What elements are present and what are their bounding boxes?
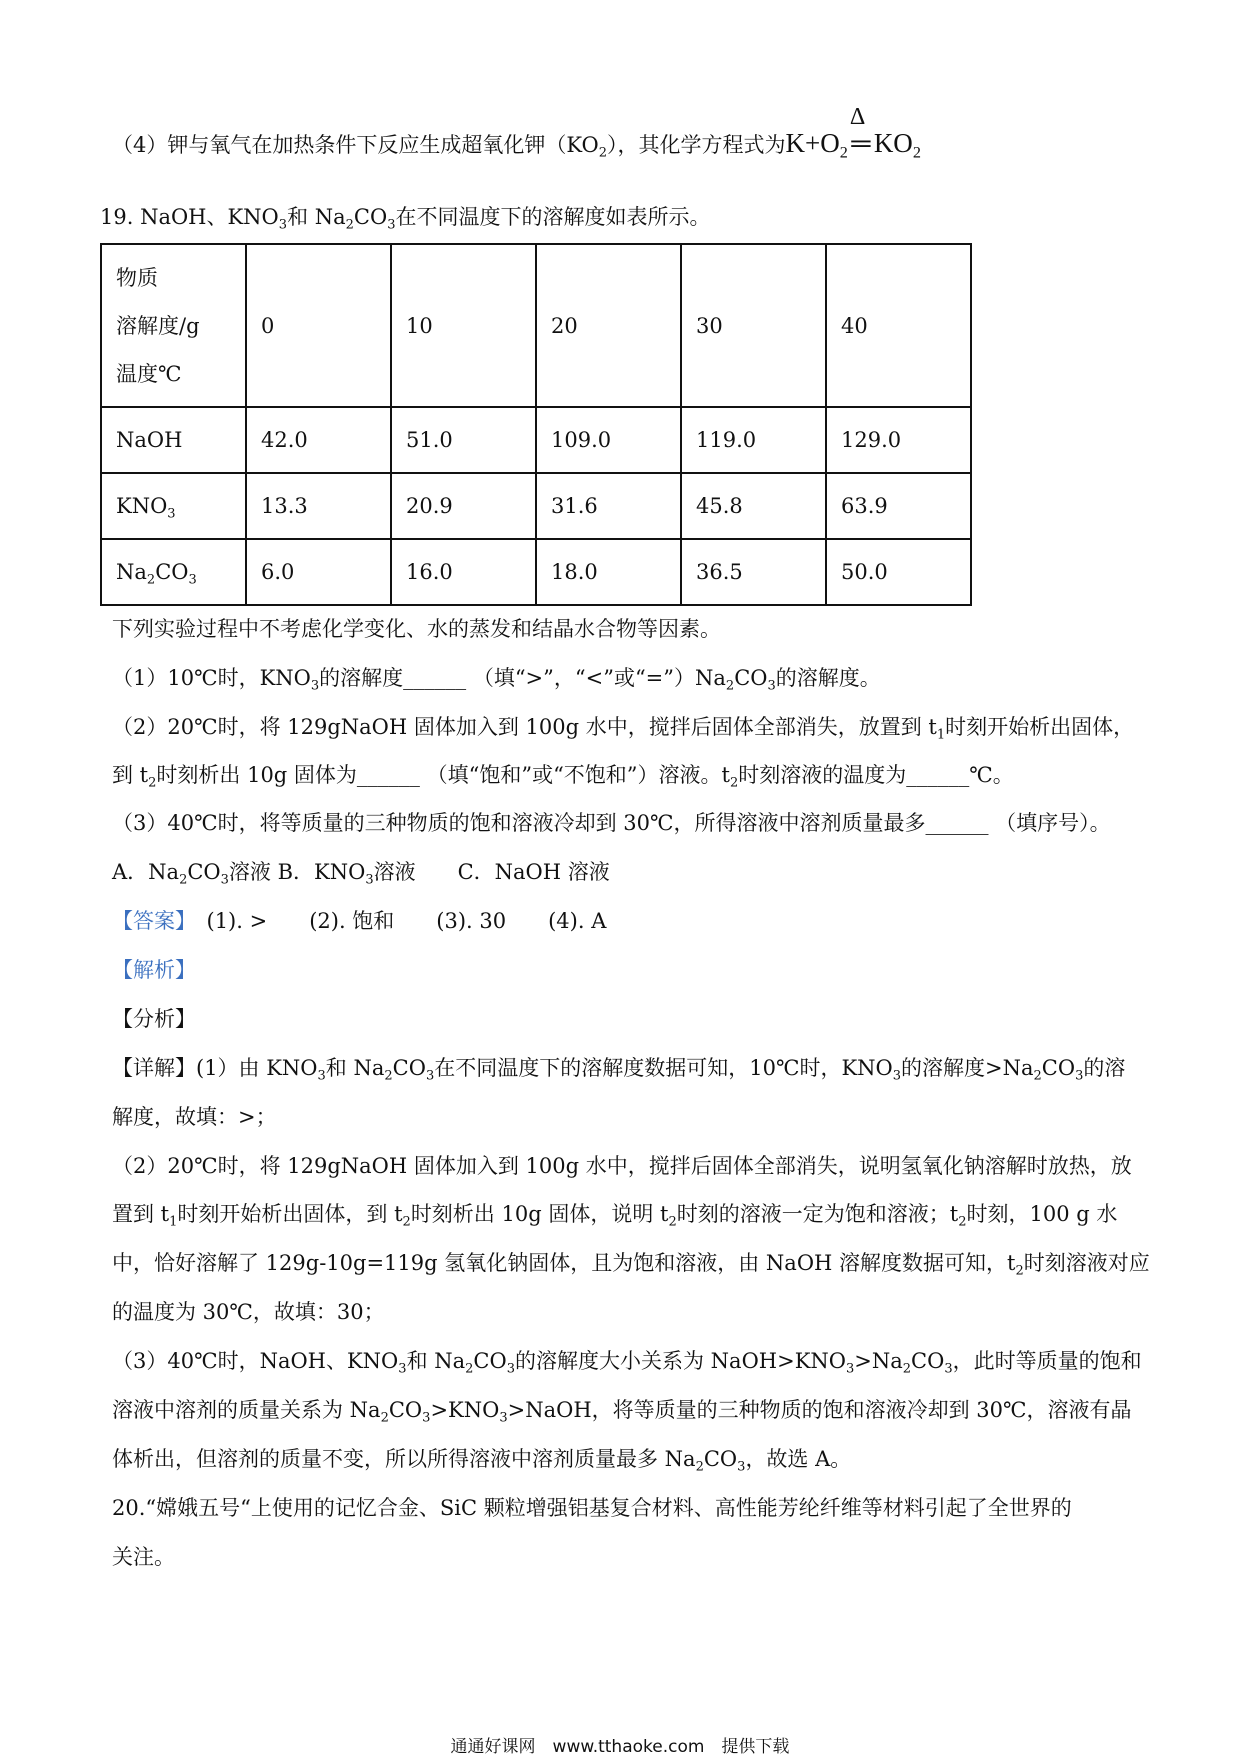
- q19-stem-text: CO: [353, 205, 388, 229]
- table-cell: 20.9: [391, 473, 536, 539]
- text: 和 Na: [325, 1056, 385, 1080]
- eq-right: KO: [873, 128, 913, 158]
- subscript: 2: [839, 143, 848, 162]
- text: CO: [388, 1398, 423, 1422]
- table-row: [101, 473, 971, 539]
- text: >Na: [854, 1349, 903, 1373]
- subscript: 3: [499, 1410, 508, 1426]
- analysis-label: [112, 955, 196, 985]
- text: CO: [703, 1447, 738, 1471]
- subscript: 3: [944, 1361, 953, 1377]
- text: （3）40℃时，NaOH、KNO: [112, 1349, 399, 1373]
- header-substance: 物质: [116, 265, 158, 290]
- subscript: 3: [892, 1068, 902, 1084]
- subscript: 2: [345, 217, 354, 233]
- q19-stem: [100, 202, 711, 232]
- table-cell: 36.5: [681, 539, 826, 605]
- subscript: 3: [167, 506, 176, 522]
- text: 溶液中溶剂的质量关系为 Na: [112, 1398, 381, 1422]
- text: 的溶: [1083, 1056, 1126, 1080]
- subscript: 3: [767, 678, 776, 694]
- heat-symbol: Δ: [849, 104, 866, 130]
- q18-part4-text2: ），其化学方程式为: [606, 133, 786, 157]
- table-header-row: [101, 244, 971, 407]
- row-label-main: Na: [116, 560, 147, 584]
- subscript: 3: [506, 1361, 515, 1377]
- answer-text: (1). > (2). 饱和 (3). 30 (4). A: [185, 909, 607, 933]
- text: CO: [473, 1349, 507, 1373]
- subscript: 3: [220, 872, 229, 888]
- text: 在不同温度下的溶解度数据可知，10℃时，KNO: [434, 1056, 893, 1080]
- q19-options: [112, 857, 610, 887]
- subscript: 3: [278, 217, 288, 233]
- q19-part1: [112, 663, 881, 693]
- text: CO: [911, 1349, 945, 1373]
- text: 和 Na: [406, 1349, 466, 1373]
- detail3-line1: [112, 1346, 1142, 1376]
- fenxi-label: [112, 1004, 196, 1034]
- temp-cell: 0: [246, 244, 391, 407]
- text: CO: [392, 1056, 426, 1080]
- analysis-label-text: 【解析】: [112, 958, 196, 982]
- text: (1）由 KNO: [196, 1056, 318, 1080]
- text: （1）10℃时，KNO: [112, 666, 311, 690]
- subscript: 2: [1033, 1068, 1042, 1084]
- subscript: 2: [179, 872, 188, 888]
- page-footer: 通通好课网 www.tthaoke.com 提供下载: [450, 1737, 790, 1757]
- row-label-tail: CO: [155, 560, 189, 584]
- q19-part2-line2: [112, 760, 1014, 790]
- header-temperature: 温度℃: [116, 361, 182, 386]
- chemical-equation: [785, 104, 921, 162]
- q19-note: 下列实验过程中不考虑化学变化、水的蒸发和结晶水合物等因素。: [112, 617, 721, 641]
- solubility-table: [100, 243, 972, 606]
- detail3-line2: [112, 1395, 1132, 1425]
- text: 时刻溶液对应: [1023, 1251, 1150, 1275]
- row-label: [101, 539, 246, 605]
- table-cell: 63.9: [826, 473, 971, 539]
- q19-part3: （3）40℃时，将等质量的三种物质的饱和溶液冷却到 30℃，所得溶液中溶剂质量最多______ （填序号）。: [112, 811, 1111, 835]
- text: 的溶解度大小关系为 NaOH>KNO: [515, 1349, 846, 1373]
- q18-part4-text: （4）钾与氧气在加热条件下反应生成超氧化钾（KO: [112, 133, 599, 157]
- text: 时刻的溶液一定为饱和溶液；t: [676, 1202, 959, 1226]
- detail2-line1: （2）20℃时，将 129gNaOH 固体加入到 100g 水中，搅拌后固体全部消失，说明氢氧化钠溶解时放热，放: [112, 1154, 1132, 1178]
- text: CO: [187, 860, 221, 884]
- subscript: 2: [958, 1214, 967, 1230]
- text: 的溶解度>Na: [901, 1056, 1034, 1080]
- q19-stem-text: 19. NaOH、KNO: [100, 205, 279, 229]
- text: 时刻开始析出固体，: [945, 715, 1135, 739]
- table-cell: 6.0: [246, 539, 391, 605]
- subscript: 2: [148, 775, 157, 791]
- temp-cell: 10: [391, 244, 536, 407]
- text: 到 t: [112, 763, 149, 787]
- subscript: 2: [902, 1361, 912, 1377]
- table-cell: 109.0: [536, 407, 681, 473]
- equals-sign: ═: [851, 128, 871, 158]
- subscript: 1: [936, 727, 946, 743]
- table-cell: 45.8: [681, 473, 826, 539]
- subscript: 2: [384, 1068, 393, 1084]
- answer-line: [112, 906, 606, 936]
- detail2-line3: [112, 1248, 1150, 1278]
- text: 中，恰好溶解了 129g-10g=119g 氢氧化钠固体，且为饱和溶液，由 NaOH 溶解度数据可知，t: [112, 1251, 1016, 1275]
- table-cell: 119.0: [681, 407, 826, 473]
- text: 置到 t: [112, 1202, 170, 1226]
- text: CO: [734, 666, 768, 690]
- row-label: NaOH: [101, 407, 246, 473]
- q20-line1: 20.“嫦娥五号“上使用的记忆合金、SiC 颗粒增强铝基复合材料、高性能芳纶纤维等材料引起了全世界的: [112, 1496, 1072, 1520]
- text: >KNO: [430, 1398, 500, 1422]
- eq-condition: [848, 104, 874, 158]
- detail3-line3: [112, 1444, 851, 1474]
- text: 的溶解度。: [775, 666, 881, 690]
- subscript: 3: [365, 872, 374, 888]
- q19-stem-text: 在不同温度下的溶解度如表所示。: [395, 205, 711, 229]
- subscript: 2: [695, 1459, 704, 1475]
- subscript: 2: [146, 572, 156, 588]
- subscript: 2: [598, 145, 607, 161]
- subscript: 3: [387, 217, 396, 233]
- fenxi-label-text: 【分析】: [112, 1007, 196, 1031]
- subscript: 3: [188, 572, 197, 588]
- eq-left: K+O: [785, 128, 840, 158]
- text: A．Na: [112, 860, 180, 884]
- table-cell: 16.0: [391, 539, 536, 605]
- subscript: 3: [422, 1410, 431, 1426]
- subscript: 2: [402, 1214, 411, 1230]
- text: ，此时等质量的饱和: [952, 1349, 1142, 1373]
- table-cell: 42.0: [246, 407, 391, 473]
- text: 时刻，100 g 水: [966, 1202, 1118, 1226]
- q19-part2-line1: [112, 712, 1134, 742]
- q19-stem-text: 和 Na: [287, 205, 346, 229]
- table-cell: 13.3: [246, 473, 391, 539]
- subscript: 3: [398, 1361, 407, 1377]
- text: 时刻析出 10g 固体为______ （填“饱和”或“不饱和”）溶液。t: [156, 763, 730, 787]
- table-cell: 129.0: [826, 407, 971, 473]
- detail2-line2: [112, 1199, 1117, 1229]
- text: 时刻析出 10g 固体，说明 t: [410, 1202, 669, 1226]
- header-solubility: 溶解度/g: [116, 313, 200, 338]
- subscript: 2: [380, 1410, 389, 1426]
- subscript: 2: [465, 1361, 474, 1377]
- text: （2）20℃时，将 129gNaOH 固体加入到 100g 水中，搅拌后固体全部消失，放置到 t: [112, 715, 937, 739]
- q18-part4-line: [112, 104, 921, 162]
- text: 的溶解度______ （填“>”，“<”或“=”）Na: [319, 666, 726, 690]
- detail-label: 【详解】: [112, 1056, 196, 1080]
- detail2-line4: 的温度为 30℃，故填：30；: [112, 1300, 385, 1324]
- subscript: 2: [725, 678, 735, 694]
- text: ，故选 A。: [745, 1447, 852, 1471]
- subscript: 3: [1075, 1068, 1084, 1084]
- text: 时刻开始析出固体，到 t: [177, 1202, 403, 1226]
- subscript: 3: [317, 1068, 326, 1084]
- subscript: 2: [912, 143, 921, 162]
- subscript: 3: [425, 1068, 435, 1084]
- table-row: [101, 539, 971, 605]
- row-label: [101, 473, 246, 539]
- text: 体析出，但溶剂的质量不变，所以所得溶液中溶剂质量最多 Na: [112, 1447, 696, 1471]
- table-cell: 31.6: [536, 473, 681, 539]
- detail-line1: [112, 1053, 1125, 1083]
- subscript: 2: [1015, 1263, 1024, 1279]
- text: 时刻溶液的温度为______℃。: [738, 763, 1014, 787]
- table-cell: 18.0: [536, 539, 681, 605]
- subscript: 3: [310, 678, 320, 694]
- detail-line2: 解度，故填：>；: [112, 1105, 277, 1129]
- temp-cell: 30: [681, 244, 826, 407]
- text: 溶液 C．NaOH 溶液: [373, 860, 610, 884]
- subscript: 3: [845, 1361, 855, 1377]
- table-cell: 51.0: [391, 407, 536, 473]
- subscript: 1: [169, 1214, 178, 1230]
- subscript: 2: [729, 775, 739, 791]
- q20-line2: 关注。: [112, 1545, 175, 1569]
- header-corner-cell: [101, 244, 246, 407]
- subscript: 2: [668, 1214, 677, 1230]
- table-cell: 50.0: [826, 539, 971, 605]
- row-label-main: KNO: [116, 494, 168, 518]
- text: 溶液 B．KNO: [228, 860, 366, 884]
- subscript: 3: [737, 1459, 746, 1475]
- answer-label: 【答案】: [112, 909, 186, 933]
- temp-cell: 40: [826, 244, 971, 407]
- text: CO: [1041, 1056, 1076, 1080]
- table-row: [101, 407, 971, 473]
- text: >NaOH，将等质量的三种物质的饱和溶液冷却到 30℃，溶液有晶: [507, 1398, 1132, 1422]
- temp-cell: 20: [536, 244, 681, 407]
